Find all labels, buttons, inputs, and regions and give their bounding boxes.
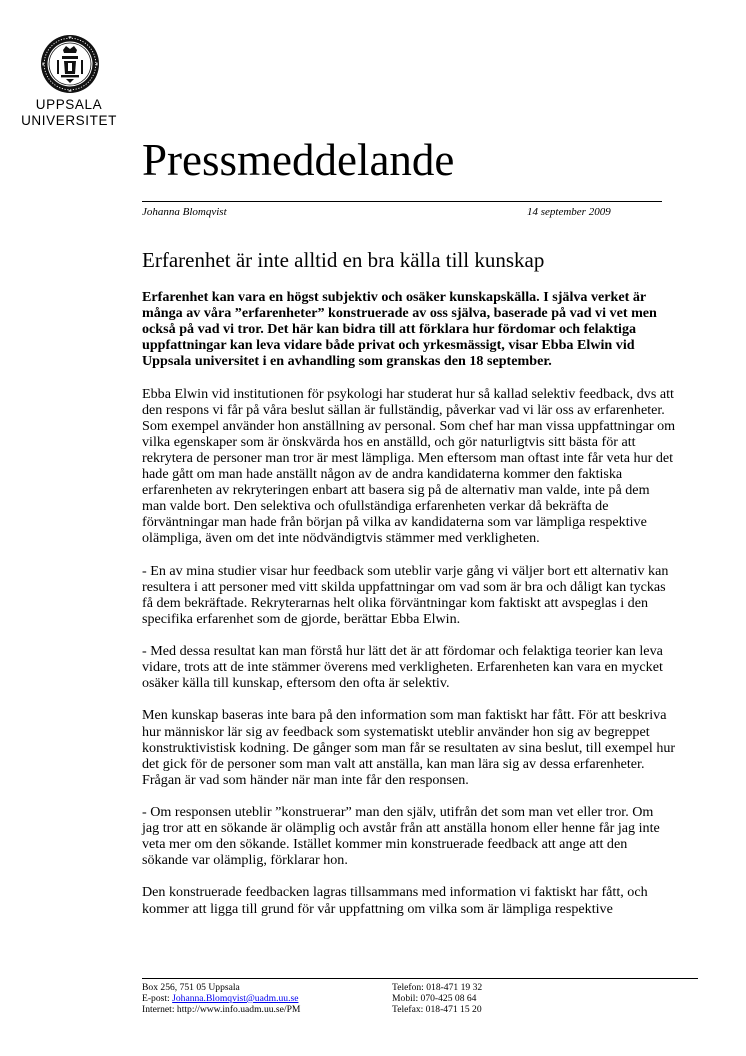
body-paragraph [142,707,722,787]
text-line: hur människor lär sig av feedback som systematiskt uteblir använder hon sig av begreppet [142,723,650,740]
text-line: man valde bort. Den selektiva och ofullständiga erfarenheten verkar då bekräfta de [142,498,609,515]
university-name-line2: UNIVERSITET [21,113,117,128]
uppsala-university-seal-icon [40,34,100,94]
text-line: specifika erfarenhet som de gjorde, berättar Ebba Elwin. [142,610,461,627]
text-line: kommer att ligga till grund för vår uppfattning om vilka som är lämpliga respektive [142,900,613,917]
text-line: hade gått om man hade anställt någon av de andra kandidaterna kommer den faktiska [142,466,623,483]
university-name [0,97,138,129]
text-line: Den konstruerade feedbacken lagras tillsammans med information vi faktiskt har fått, och [142,884,648,901]
university-name-line1: UPPSALA [35,97,103,112]
text-line: Frågan är vad som händer när man inte får den responsen. [142,771,469,788]
footer-divider [142,978,698,979]
article-body [142,289,722,933]
text-line: också på vad vi tror. Det här kan bidra till att förklara hur fördomar och felaktiga [142,321,637,338]
author: Johanna Blomqvist [142,206,227,218]
text-line: osäker källa till kunskap, eftersom den ofta är selektiv. [142,675,450,692]
text-line: det gick för de personer som man valt att anställa, kan man lära sig av dessa erfarenheter. [142,755,645,772]
text-line: konstruktivistisk kodning. De gånger som man får se resultaten av sina beslut, till exempel hur [142,739,676,756]
text-line: erfarenheten av rekryteringen enbart att basera sig på de alternativ man valde, inte på dem [142,482,650,499]
footer-email-link[interactable]: Johanna.Blomqvist@uadm.uu.se [172,992,299,1004]
body-paragraph [142,386,722,547]
text-line: Som exempel använder hon anställning av personal. Som chef har man vissa uppfattningar om [142,417,676,434]
body-paragraph [142,563,722,627]
title-divider [142,201,662,202]
footer-fax: Telefax: 018-471 15 20 [392,1003,482,1015]
text-line: jag tror att en sökande är olämplig och avstår från att anställa honom eller henne får jag inte [142,820,660,837]
body-paragraph [142,643,722,691]
text-line: rekrytera de personer man tror är mest lämpliga. Men eftersom man oftast inte får veta hur det [142,449,674,466]
text-line: Erfarenhet kan vara en högst subjektiv och osäker kunskapskälla. I själva verket är [142,289,647,305]
body-paragraph [142,804,722,868]
text-line: vilka egenskaper som är önskvärda hos en anställd, och gör naturligtvis sitt bästa för att [142,433,636,450]
text-line: få dem bekräftade. Rekryterarnas helt olika förväntningar kom faktiskt att avspeglas i den [142,594,649,611]
headline: Erfarenhet är inte alltid en bra källa till kunskap [142,248,545,272]
lead-paragraph [142,289,722,369]
text-line: - Om responsen uteblir ”konstruerar” man den själv, utifrån det som man vet eller tror. Om [142,804,654,820]
footer-email-row [142,994,300,1005]
footer-phone: Telefon: 018-471 19 32 [392,982,483,993]
text-line: många av våra ”erfarenheter” konstruerade av oss själva, baserade på vad vi vet men [142,305,657,322]
text-line: Men kunskap baseras inte bara på den information som man faktiskt har fått. För att beskriva [142,707,667,724]
footer-contact [142,983,300,1015]
footer-email-label: E-post: [142,992,173,1004]
footer-address: Box 256, 751 05 Uppsala [142,982,240,993]
text-line: veta mer om den sökande. Istället kommer min konstruerade feedback att ange att den [142,836,628,853]
text-line: sökande var olämplig, förklarar hon. [142,852,348,869]
text-line: uppfattningar kan leva vidare både privat och yrkesmässigt, visar Ebba Elwin vid [142,337,635,354]
page-title: Pressmeddelande [142,135,455,185]
text-line: - Med dessa resultat kan man förstå hur lätt det är att fördomar och felaktiga teorier kan leva [142,643,663,660]
text-line: Ebba Elwin vid institutionen för psykologi har studerat hur så kallad selektiv feedback, dvs att [142,385,674,402]
text-line: olämpliga, även om det inte nödvändigtvis stämmer med verkligheten. [142,530,540,547]
publication-date: 14 september 2009 [527,206,611,218]
text-line: förväntningar man hade från början på vilka av kandidaterna som var lämpliga respektive [142,514,647,531]
footer-mobile: Mobil: 070-425 08 64 [392,992,477,1004]
text-line: resultera i att personer med vitt skilda uppfattningar om vad som är bra och dåligt kan tyckas [142,578,666,595]
footer-phone-numbers [392,983,482,1015]
text-line: den respons vi får på våra beslut sällan är fullständig, påverkar vad vi lär oss av erfarenheter. [142,401,665,418]
text-line: vidare, trots att de inte stämmer överens med verkligheten. Erfarenheten kan vara en mycket [142,659,663,676]
body-paragraph [142,884,722,916]
footer-internet: Internet: http://www.info.uadm.uu.se/PM [142,1003,301,1015]
text-line: Uppsala universitet i en avhandling som granskas den 18 september. [142,353,552,370]
text-line: - En av mina studier visar hur feedback som uteblir varje gång vi väljer bort ett alternativ kan [142,562,669,579]
